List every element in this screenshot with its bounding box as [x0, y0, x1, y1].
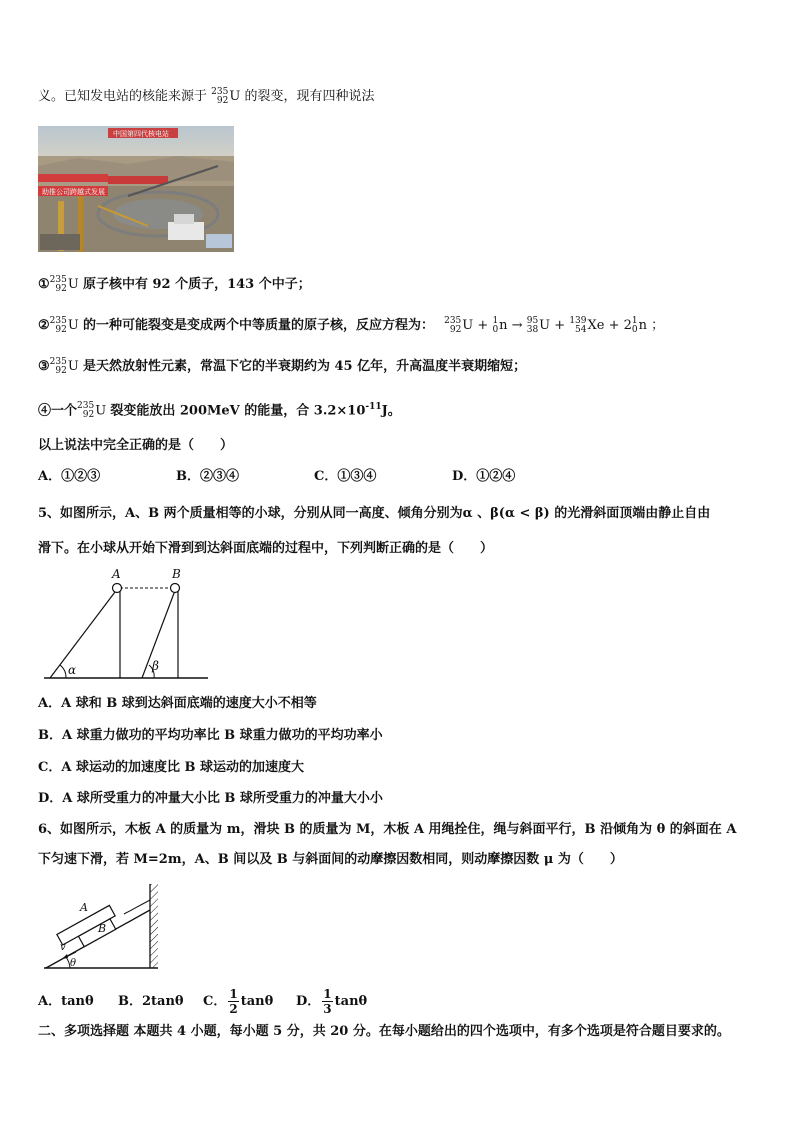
q5-option-a[interactable]: A．A 球和 B 球到达斜面底端的速度大小不相等: [38, 696, 317, 711]
photo-banner-left: 助推公司跨越式发展: [42, 188, 105, 196]
q5-stem-line2: 滑下。在小球从开始下滑到到达斜面底端的过程中，下列判断正确的是（ ）: [38, 541, 494, 556]
q6-option-d-prefix: D．: [296, 994, 321, 1009]
q6-stem-line1: 6、如图所示，木板 A 的质量为 m，滑块 B 的质量为 M，木板 A 用绳拴住，绳与斜面平行，B 沿倾角为 θ 的斜面在 A: [38, 822, 737, 837]
statement-2-text: 的一种可能裂变是变成两个中等质量的原子核，反应方程为：: [82, 318, 434, 333]
fraction-one-half: $\frac{1}{2}$: [229, 987, 238, 1016]
statement-3: ③ 235 92 U 是天然放射性元素，常温下它的半衰期约为 45 亿年，升高温度半衰期缩短；: [38, 356, 527, 376]
photo-banner-top: 中国第四代核电站: [113, 130, 169, 138]
theta-label: θ: [70, 958, 77, 969]
q6-option-b[interactable]: B．2tanθ: [118, 994, 184, 1009]
intro-suffix: 的裂变，现有四种说法: [244, 89, 375, 104]
ball-b-label: B: [172, 567, 181, 581]
statement-1: ① 235 92 U 原子核中有 92 个质子，143 个中子；: [38, 274, 311, 294]
statement-3-text: 是天然放射性元素，常温下它的半衰期约为 45 亿年，升高温度半衰期缩短；: [82, 359, 527, 374]
q6-incline-figure: [42, 880, 166, 972]
statement-4-text-b: 裂变能放出 200MeV 的能量，合 3.2×10: [110, 403, 366, 419]
q6-option-c-prefix: C．: [203, 994, 227, 1009]
q4-stem: 以上说法中完全正确的是（ ）: [38, 438, 234, 453]
uranium-isotope: 235 92: [211, 86, 229, 106]
board-a-label: A: [80, 901, 88, 914]
statement-4-exponent: -11: [365, 402, 382, 412]
intro-prefix: 义。已知发电站的核能来源于: [38, 89, 208, 104]
statement-4-text-c: J。: [381, 403, 401, 419]
section-2-heading: 二、多项选择题 本题共 4 小题，每小题 5 分，共 20 分。在每小题给出的四个选项中，有多个选项是符合题目要求的。: [38, 1024, 730, 1039]
q6-option-d-suffix: tanθ: [334, 994, 368, 1009]
statement-3-number: ③: [38, 359, 50, 374]
block-b-label: B: [98, 922, 107, 935]
q6-option-c[interactable]: [203, 984, 273, 1020]
q5-option-d[interactable]: D．A 球所受重力的冲量大小比 B 球所受重力的冲量大小小: [38, 791, 383, 806]
nuclear-plant-photo: [38, 126, 234, 252]
q5-incline-figure: [40, 566, 210, 684]
uranium-symbol: U: [229, 89, 241, 104]
q6-stem-line2: 下匀速下滑，若 M=2m，A、B 间以及 B 与斜面间的动摩擦因数相同，则动摩擦因数 μ 为（ ）: [38, 852, 623, 867]
statement-2: ② 235 92 U 的一种可能裂变是变成两个中等质量的原子核，反应方程为： 235 92 U + 1 0 n → 95 38 U + 139 54 Xe + 2 1 0 n ；: [38, 315, 665, 335]
q4-option-a[interactable]: A．①②③: [38, 469, 101, 484]
intro-line: [38, 87, 374, 107]
statement-4-number: ④: [38, 403, 52, 419]
fraction-one-third: $\frac{1}{3}$: [323, 987, 332, 1016]
q4-option-d[interactable]: D．①②④: [452, 469, 516, 484]
statement-1-number: ①: [38, 277, 50, 292]
ball-a-label: A: [112, 567, 121, 581]
q4-option-c[interactable]: C．①③④: [314, 469, 377, 484]
beta-label: β: [152, 659, 159, 673]
statement-4-text-a: 一个: [51, 403, 78, 419]
alpha-label: α: [68, 663, 77, 677]
q4-option-b[interactable]: B．②③④: [176, 469, 239, 484]
statement-4: ④一个 235 92 U 裂变能放出 200MeV 的能量，合 $3.2\times 10^{-11}J$。: [38, 400, 401, 420]
statement-2-number: ②: [38, 318, 50, 333]
velocity-label: v: [60, 942, 66, 953]
q5-stem-line1: 5、如图所示，A、B 两个质量相等的小球，分别从同一高度、倾角分别为α 、β(α < β) 的光滑斜面顶端由静止自由: [38, 506, 711, 521]
q5-option-c[interactable]: C．A 球运动的加速度比 B 球运动的加速度大: [38, 760, 304, 775]
q6-option-d[interactable]: [296, 984, 367, 1020]
q6-option-c-suffix: tanθ: [240, 994, 274, 1009]
q5-option-b[interactable]: B．A 球重力做功的平均功率比 B 球重力做功的平均功率小: [38, 728, 383, 743]
fission-equation: 235 92 U + 1 0 n → 95 38 U + 139 54 Xe + 2 1 0 n ；: [444, 315, 665, 335]
q6-option-a[interactable]: A．tanθ: [38, 994, 94, 1009]
statement-1-text: 原子核中有 92 个质子，143 个中子；: [82, 277, 311, 292]
